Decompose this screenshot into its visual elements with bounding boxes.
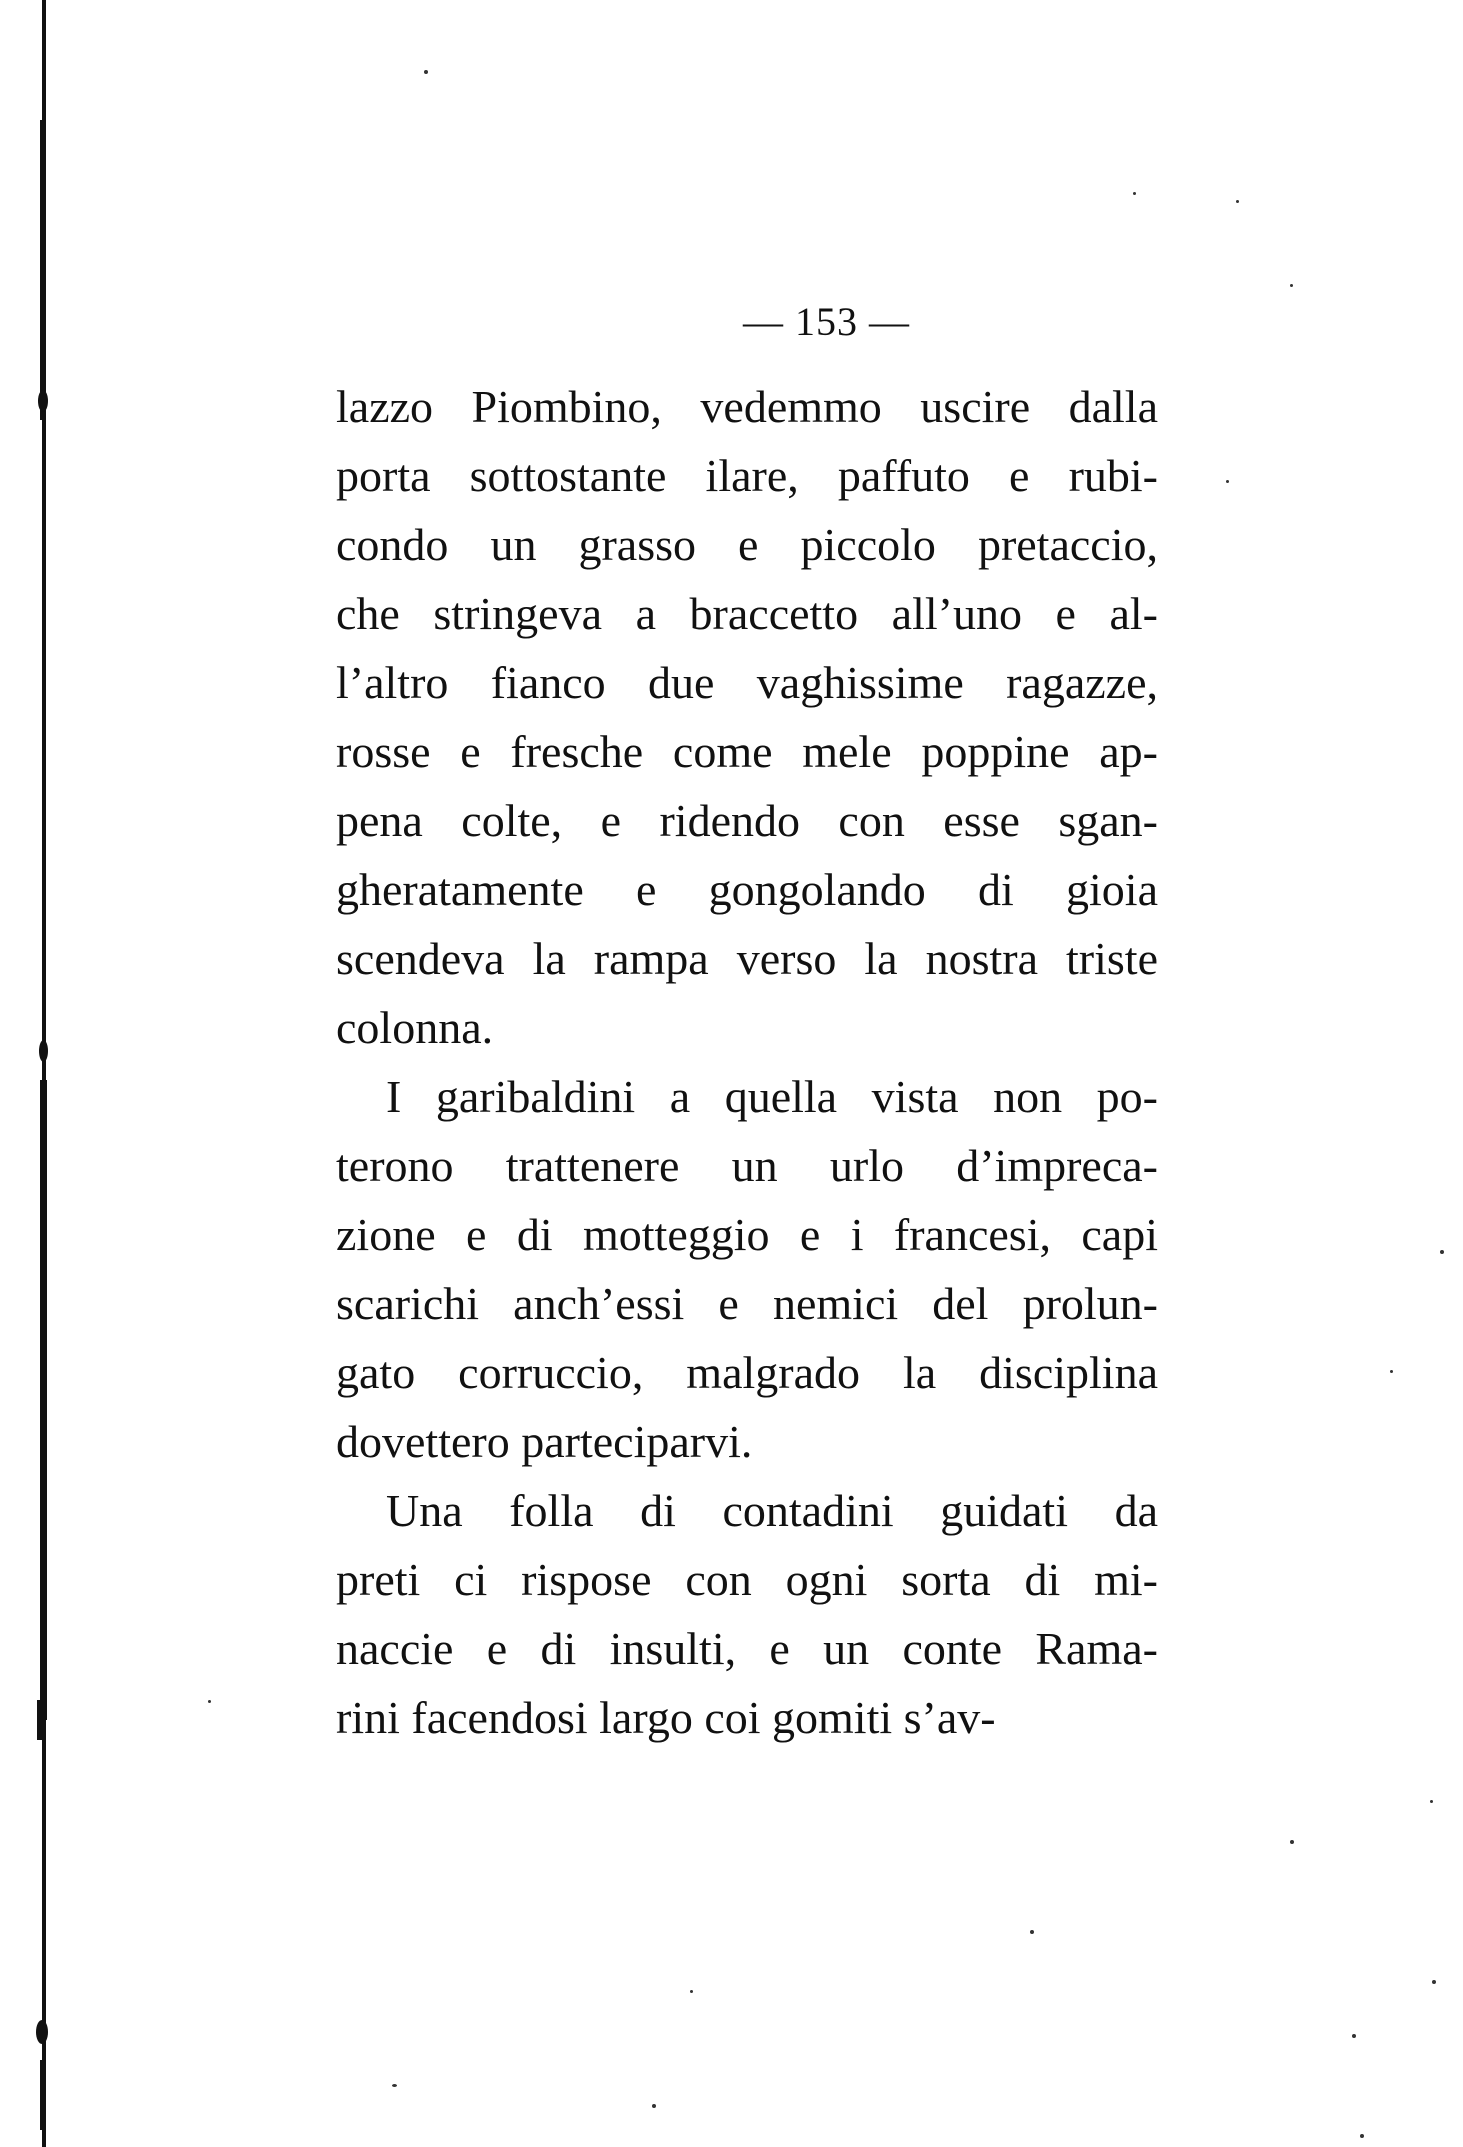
scan-speck	[392, 2084, 397, 2087]
scan-speck	[1133, 192, 1136, 195]
text-line: pena colte, e ridendo con esse sgan-	[336, 795, 1158, 846]
scan-speck	[1236, 200, 1239, 203]
scan-speck	[1430, 1800, 1433, 1803]
text-line: Una folla di contadini guidati da	[386, 1485, 1158, 1536]
scan-speck	[424, 70, 428, 74]
scan-speck	[1290, 284, 1293, 287]
text-line: porta sottostante ilare, paffuto e rubi-	[336, 450, 1158, 501]
text-line: terono trattenere un urlo d’impreca-	[336, 1140, 1158, 1191]
text-line: l’altro fianco due vaghissime ragazze,	[336, 657, 1158, 708]
text-line: scendeva la rampa verso la nostra triste	[336, 933, 1158, 984]
scan-speck	[690, 1990, 693, 1993]
body-text	[336, 372, 1158, 1752]
scan-speck	[208, 1700, 211, 1703]
text-line: colonna.	[336, 1002, 494, 1053]
scan-speck	[1432, 1980, 1436, 1984]
scan-speck	[1226, 480, 1229, 483]
text-line: preti ci rispose con ogni sorta di mi-	[336, 1554, 1158, 1605]
scan-speck	[1290, 1840, 1294, 1844]
scan-speck	[652, 2104, 656, 2108]
text-line: che stringeva a braccetto all’uno e al-	[336, 588, 1158, 639]
scan-speck	[1030, 1930, 1034, 1934]
text-line: rosse e fresche come mele poppine ap-	[336, 726, 1158, 777]
text-line: scarichi anch’essi e nemici del prolun-	[336, 1278, 1158, 1329]
text-line: dovettero parteciparvi.	[336, 1416, 753, 1467]
text-line: gato corruccio, malgrado la disciplina	[336, 1347, 1158, 1398]
text-line: I garibaldini a quella vista non po-	[386, 1071, 1158, 1122]
text-line: zione e di motteggio e i francesi, capi	[336, 1209, 1158, 1260]
text-line: condo un grasso e piccolo pretaccio,	[336, 519, 1158, 570]
scan-speck	[1390, 1370, 1393, 1373]
scan-speck	[1352, 2034, 1356, 2038]
page-number: — 153 —	[743, 299, 910, 344]
text-line: gheratamente e gongolando di gioia	[336, 864, 1158, 915]
scan-speck	[1360, 2134, 1364, 2138]
text-line: rini facendosi largo coi gomiti s’av-	[336, 1692, 996, 1743]
scan-speck	[1440, 1250, 1444, 1254]
text-line: lazzo Piombino, vedemmo uscire dalla	[336, 381, 1158, 432]
text-line: naccie e di insulti, e un conte Rama-	[336, 1623, 1158, 1674]
